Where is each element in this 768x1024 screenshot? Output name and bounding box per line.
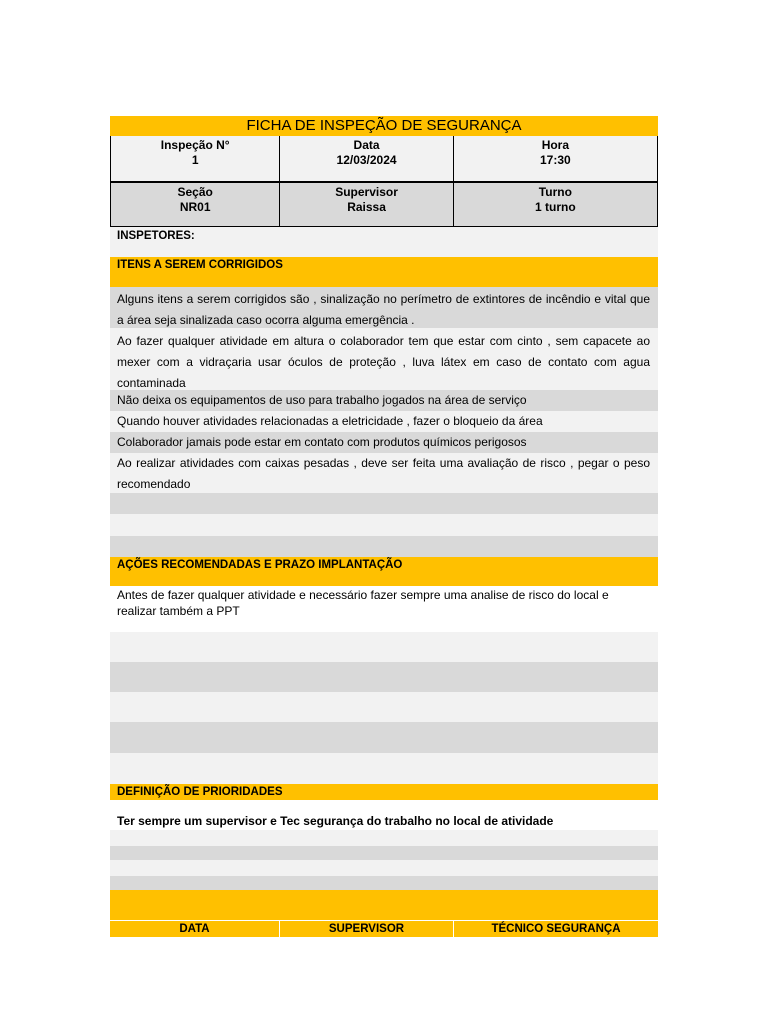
empty-row: [110, 876, 658, 890]
empty-row: [110, 846, 658, 860]
inspection-number-label: Inspeção N°: [160, 138, 230, 152]
section-value: NR01: [179, 200, 211, 214]
item-4: Quando houver atividades relacionadas a eletricidade , fazer o bloqueio da área: [110, 411, 658, 432]
inspection-number-cell: [111, 136, 280, 181]
section-cell: [111, 183, 280, 226]
item-5: Colaborador jamais pode estar em contato com produtos químicos perigosos: [110, 432, 658, 453]
time-value: 17:30: [540, 153, 571, 167]
supervisor-value: Raissa: [347, 200, 386, 214]
actions-text: Antes de fazer qualquer atividade e necessário fazer sempre uma analise de risco do local e realizar também a PPT: [110, 586, 658, 632]
empty-row: [110, 830, 658, 846]
empty-row: [110, 514, 658, 536]
supervisor-cell: [280, 183, 453, 226]
time-label: Hora: [541, 138, 570, 152]
inspection-number-value: 1: [191, 153, 199, 167]
signature-row: [110, 921, 658, 937]
priorities-header: DEFINIÇÃO DE PRIORIDADES: [110, 784, 658, 800]
signature-date: DATA: [110, 921, 280, 937]
date-value: 12/03/2024: [336, 153, 397, 167]
item-2: Ao fazer qualquer atividade em altura o colaborador tem que estar com cinto , sem capacete ao mexer com a vidraçaria usar óculos de proteção , luva látex em caso de contato com agua contaminada: [110, 328, 658, 390]
items-header: ITENS A SEREM CORRIGIDOS: [110, 257, 658, 287]
time-cell: [454, 136, 657, 181]
item-3: Não deixa os equipamentos de uso para trabalho jogados na área de serviço: [110, 390, 658, 411]
empty-row: [110, 493, 658, 514]
empty-row: [110, 753, 658, 784]
section-label: Seção: [177, 185, 213, 199]
signature-supervisor: SUPERVISOR: [280, 921, 454, 937]
form-title: FICHA DE INSPEÇÃO DE SEGURANÇA: [110, 116, 658, 136]
supervisor-label: Supervisor: [335, 185, 398, 199]
date-label: Data: [353, 138, 380, 152]
priorities-text: Ter sempre um supervisor e Tec segurança do trabalho no local de atividade: [110, 800, 658, 830]
info-row-1: [110, 136, 658, 182]
inspectors-label: INSPETORES:: [110, 227, 658, 257]
empty-row: [110, 662, 658, 692]
empty-row: [110, 632, 658, 662]
signature-space: [110, 890, 658, 920]
empty-row: [110, 692, 658, 722]
shift-value: 1 turno: [535, 200, 576, 214]
shift-cell: [454, 183, 657, 226]
signature-technician: TÉCNICO SEGURANÇA: [491, 923, 621, 935]
item-1: Alguns itens a serem corrigidos são , sinalização no perímetro de extintores de incêndio e vital que a área seja sinalizada caso ocorra alguma emergência .: [110, 287, 658, 328]
info-row-2: [110, 182, 658, 227]
item-6: Ao realizar atividades com caixas pesadas , deve ser feita uma avaliação de risco , pegar o peso recomendado: [110, 453, 658, 493]
empty-row: [110, 536, 658, 557]
date-cell: [280, 136, 453, 181]
empty-row: [110, 722, 658, 753]
actions-header: AÇÕES RECOMENDADAS E PRAZO IMPLANTAÇÃO: [110, 557, 658, 586]
shift-label: Turno: [538, 185, 572, 199]
empty-row: [110, 860, 658, 876]
